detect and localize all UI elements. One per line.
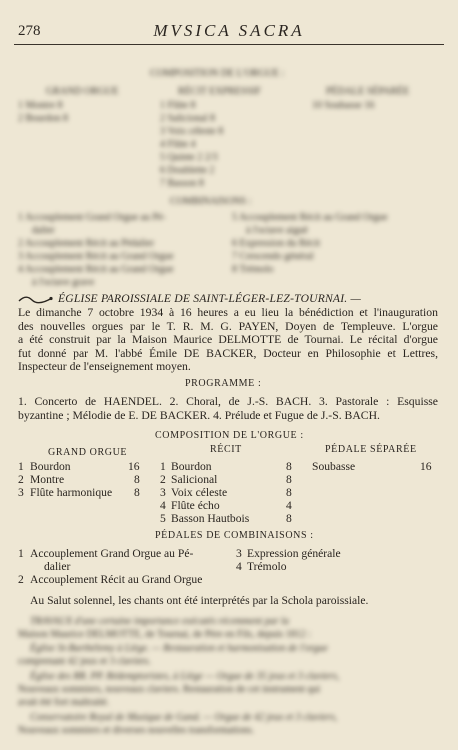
- stop-name: Voix céleste: [171, 486, 228, 499]
- article-body: [18, 306, 438, 374]
- blurred-line: TRAVAUX d'une certaine importance exécutés récemment par la: [30, 616, 289, 627]
- blurred-comb-line: dalier: [32, 225, 55, 236]
- article-line: a été construit par la Maison Maurice DELMOTTE de Tournai. Le récital d'orgue: [18, 333, 438, 347]
- blurred-comb-title: COMBINAISONS :: [170, 196, 252, 207]
- programme-title: PROGRAMME :: [185, 378, 262, 389]
- stop-feet: 16: [128, 460, 140, 473]
- stop-number: 1: [18, 460, 24, 473]
- page-header: [14, 18, 444, 44]
- blurred-col1-line: 1 Montre 8: [18, 100, 63, 111]
- blurred-col1-title: GRAND ORGUE: [46, 86, 119, 97]
- blurred-comb-line: 3 Accouplement Récit au Grand Orgue: [18, 251, 174, 262]
- stop-name: Basson Hautbois: [171, 512, 250, 525]
- recit-title: RÉCIT: [210, 444, 242, 455]
- stop-name: Flûte écho: [171, 499, 220, 512]
- ornament-icon: [18, 295, 54, 305]
- pedale-text: Accouplement Grand Orgue au Pé-: [30, 547, 194, 560]
- article-line: Inspecteur de l'enseignement moyen.: [18, 360, 191, 374]
- blurred-col2-line: 4 Flûte 4: [160, 139, 196, 150]
- blurred-comb-line: 6 Expression du Récit: [232, 238, 321, 249]
- blurred-title: COMPOSITION DE L'ORGUE :: [150, 68, 285, 79]
- blurred-comb-line: 4 Accouplement Récit au Grand Orgue: [18, 264, 174, 275]
- stop-feet: 8: [286, 473, 292, 486]
- stop-number: 2: [160, 473, 166, 486]
- blurred-line: Nouveaux sommiers, nouveaux claviers. Restauration de cet instrument qui: [18, 684, 321, 695]
- blurred-col2-line: 1 Flûte 8: [160, 100, 196, 111]
- programme-line: 1. Concerto de HAENDEL. 2. Choral, de J.-S. BACH. 3. Pastorale : Esquisse: [18, 395, 438, 408]
- stop-feet: 8: [286, 512, 292, 525]
- blurred-col1-line: 2 Bourdon 8: [18, 113, 68, 124]
- pedale-title: PÉDALE SÉPARÉE: [325, 444, 417, 455]
- stop-number: 1: [160, 460, 166, 473]
- header-rule: [14, 44, 444, 45]
- running-title: MVSICA SACRA: [153, 21, 305, 40]
- stop-feet: 8: [134, 486, 140, 499]
- stop-name: Soubasse: [312, 460, 356, 473]
- stop-name: Bourdon: [171, 460, 212, 473]
- pedale-number: 4: [236, 560, 242, 573]
- article-line: Le dimanche 7 octobre 1934 à 16 heures a eu lieu la bénédiction et l'inauguration: [18, 306, 438, 319]
- stop-name: Salicional: [171, 473, 218, 486]
- programme-line: byzantine ; Mélodie de E. DE BACKER. 4. Prélude et Fugue de J.-S. BACH.: [18, 408, 380, 422]
- stop-feet: 16: [420, 460, 432, 473]
- pedale-number: 3: [236, 547, 242, 560]
- blurred-line: Conservatoire Royal de Musique de Gand. — Orgue de 42 jeux et 3 claviers,: [30, 712, 338, 723]
- pedale-number: 1: [18, 547, 24, 560]
- stop-number: 5: [160, 512, 166, 525]
- blurred-comb-line: à l'octave grave: [32, 277, 95, 288]
- blurred-line: Nouveaux sommiers et diverses nouvelles transformations.: [18, 725, 255, 736]
- blurred-col2-line: 2 Salicional 8: [160, 113, 215, 124]
- stop-name: Bourdon: [30, 460, 71, 473]
- blurred-col2-line: 7 Basson 8: [160, 178, 204, 189]
- blurred-line: Église des RR. PP. Rédemptoristes, à Liège — Orgue de 35 jeux et 3 claviers,: [30, 671, 340, 682]
- pedale-text: Expression générale: [247, 547, 341, 560]
- blurred-line: Maison Maurice DELMOTTE, de Tournai, de Père en Fils, depuis 1812 :: [18, 629, 311, 640]
- blurred-col2-line: 3 Voix céleste 8: [160, 126, 224, 137]
- blurred-comb-line: 1 Accouplement Grand Orgue au Pé-: [18, 212, 166, 223]
- stop-name: Flûte harmonique: [30, 486, 113, 499]
- article-line: fut donné par M. l'abbé Émile DE BACKER, Docteur en Philosophie et Lettres,: [18, 346, 438, 360]
- blurred-col2-title: RÉCIT EXPRESSIF: [178, 86, 261, 97]
- grand-orgue-title: GRAND ORGUE: [48, 447, 128, 458]
- blurred-comb-line: 5 Accouplement Récit au Grand Orgue: [232, 212, 388, 223]
- stop-feet: 8: [134, 473, 140, 486]
- stop-number: 3: [18, 486, 24, 499]
- blurred-col2-line: 6 Doublette 2: [160, 165, 215, 176]
- blurred-comb-line: à l'octave aiguë: [246, 225, 308, 236]
- page-number: 278: [18, 23, 41, 39]
- stop-number: 3: [160, 486, 166, 499]
- pedale-text: Accouplement Récit au Grand Orgue: [30, 573, 203, 586]
- pedale-text: dalier: [44, 560, 71, 573]
- stop-number: 2: [18, 473, 24, 486]
- stop-number: 4: [160, 499, 166, 512]
- blurred-line: Église St-Barthélemy à Liège. — Restauration et harmonisation de l'orgue: [30, 643, 328, 654]
- pedale-text: Trémolo: [247, 560, 287, 573]
- article-line: des nouvelles orgues par le T. R. M. G. PAYEN, Doyen de Templeuve. L'orgue: [18, 319, 438, 333]
- blurred-comb-line: 2 Accouplement Récit au Pédalier: [18, 238, 155, 249]
- stop-feet: 8: [286, 460, 292, 473]
- blurred-line: comprenant 42 jeux et 3 claviers.: [18, 656, 151, 667]
- blurred-col3-title: PÉDALE SÉPARÉE: [326, 86, 410, 97]
- closing-line: Au Salut solennel, les chants ont été interprétés par la Schola paroissiale.: [30, 594, 369, 607]
- stop-feet: 4: [286, 499, 292, 512]
- blurred-col2-line: 5 Quinte 2 2/3: [160, 152, 218, 163]
- pedales-title: PÉDALES DE COMBINAISONS :: [155, 530, 314, 541]
- blurred-line: avait été fort maltraité.: [18, 697, 110, 708]
- stop-name: Montre: [30, 473, 65, 486]
- blurred-comb-line: 7 Crescendo général: [232, 251, 314, 262]
- blurred-col3-line: 10 Soubasse 16: [312, 100, 375, 111]
- pedale-number: 2: [18, 573, 24, 586]
- programme-text: [18, 395, 438, 422]
- composition-title: COMPOSITION DE L'ORGUE :: [155, 430, 304, 441]
- blurred-comb-line: 8 Trémolo: [232, 264, 274, 275]
- article-heading: ÉGLISE PAROISSIALE DE SAINT-LÉGER-LEZ-TOURNAI. —: [58, 292, 361, 305]
- stop-feet: 8: [286, 486, 292, 499]
